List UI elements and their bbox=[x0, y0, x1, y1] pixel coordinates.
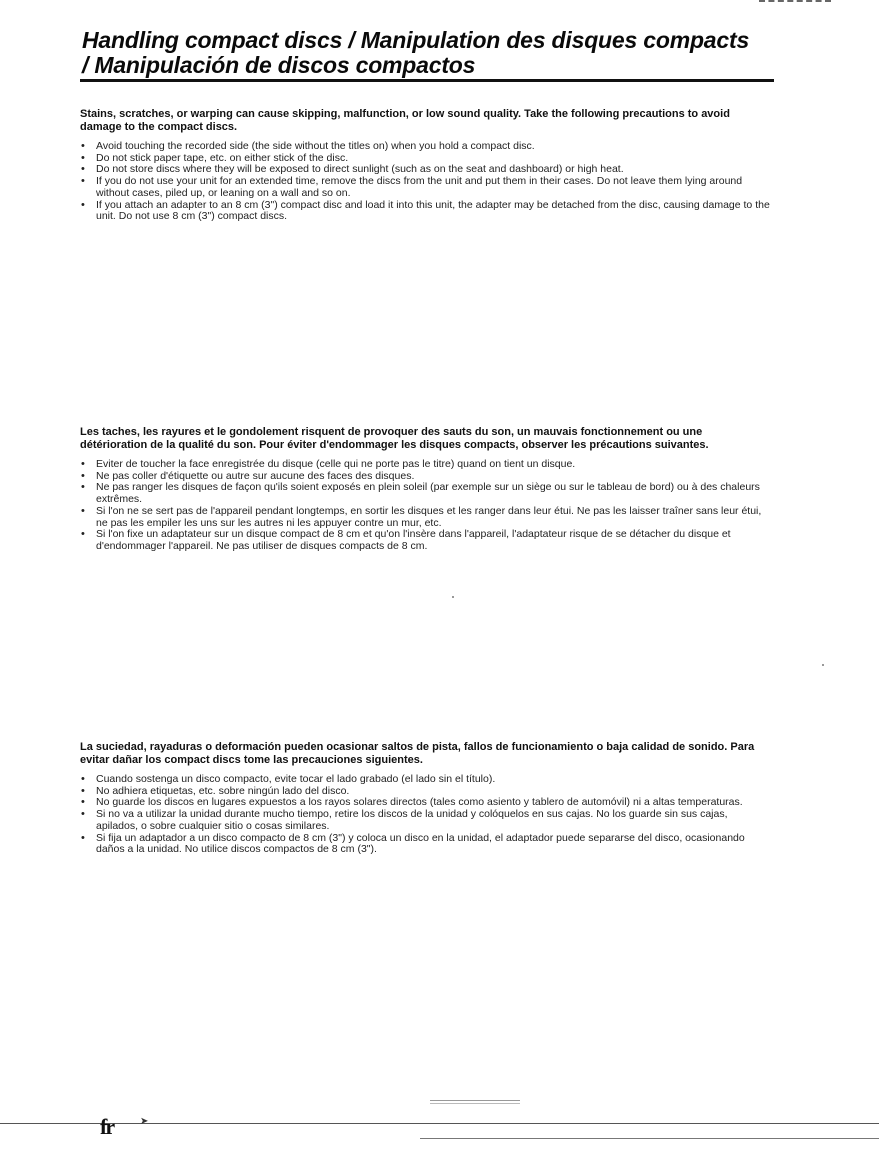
list-item: • No guarde los discos en lugares expuestos a los rayos solares directos (tales como asiento y tablero de automóvil) ni a altas temperaturas. bbox=[80, 797, 770, 809]
precautions-list-french bbox=[80, 459, 770, 553]
list-item: • Si l'on ne se sert pas de l'appareil pendant longtemps, en sortir les disques et les ranger dans leur étui. Ne pas les laisser traîner sans leur étui, ne pas les empiler les uns sur les autres ni les appuyer contre un mur, etc. bbox=[80, 506, 770, 529]
list-item: • Do not store discs where they will be exposed to direct sunlight (such as on the seat and dashboard) or high heat. bbox=[80, 164, 770, 176]
list-item: • Cuando sostenga un disco compacto, evite tocar el lado grabado (el lado sin el título). bbox=[80, 774, 770, 786]
intro-french: Les taches, les rayures et le gondolement risquent de provoquer des sauts du son, un mauvais fonctionnement ou une détérioration de la qualité du son. Pour éviter d'endommager les disques compacts, observer les précautions suivantes. bbox=[80, 426, 709, 451]
intro-english: Stains, scratches, or warping can cause skipping, malfunction, or low sound quality. Take the following precautions to avoid damage to the compact discs. bbox=[80, 108, 730, 133]
list-item: • Ne pas coller d'étiquette ou autre sur aucune des faces des disques. bbox=[80, 471, 770, 483]
scan-speck bbox=[822, 664, 824, 666]
precautions-list-spanish bbox=[80, 774, 770, 856]
list-item: • If you do not use your unit for an extended time, remove the discs from the unit and put them in their cases. Do not leave them lying around without cases, piled up, or leaning on a wall and so on. bbox=[80, 176, 770, 199]
list-item: • Ne pas ranger les disques de façon qu'ils soient exposés en plein soleil (par exemple sur un siège ou sur le tableau de bord) ou à des chaleurs extrêmes. bbox=[80, 482, 770, 505]
precautions-list-english bbox=[80, 141, 770, 223]
top-edge-dashes bbox=[759, 0, 831, 4]
list-item: • Do not stick paper tape, etc. on either stick of the disc. bbox=[80, 153, 770, 165]
list-item: • Eviter de toucher la face enregistrée du disque (celle qui ne porte pas le titre) quand on tient un disque. bbox=[80, 459, 770, 471]
list-item: • If you attach an adapter to an 8 cm (3") compact disc and load it into this unit, the adapter may be detached from the disc, causing damage to the unit. Do not use 8 cm (3") compact discs. bbox=[80, 200, 770, 223]
footer-arrow-icon: ➤ bbox=[140, 1116, 149, 1127]
title-line-2: / Manipulación de discos compactos bbox=[82, 52, 476, 78]
title-rule bbox=[80, 79, 774, 82]
page-title bbox=[82, 28, 782, 78]
section-english bbox=[80, 108, 770, 223]
footer-scan-dash bbox=[430, 1100, 520, 1104]
intro-spanish: La suciedad, rayaduras o deformación pueden ocasionar saltos de pista, fallos de funcionamiento o baja calidad de sonido. Para evitar dañar los compact discs tome las precauciones siguientes. bbox=[80, 741, 755, 766]
title-line-1: Handling compact discs / Manipulation des disques compacts bbox=[82, 27, 750, 53]
list-item: • Si l'on fixe un adaptateur sur un disque compact de 8 cm et qu'on l'insère dans l'appareil, l'adaptateur risque de se détacher du disque et d'endommager l'appareil. Ne pas utiliser de disques compacts de 8 cm. bbox=[80, 529, 770, 552]
section-french bbox=[80, 426, 770, 553]
list-item: • Si fija un adaptador a un disco compacto de 8 cm (3") y coloca un disco en la unidad, el adaptador puede separarse del disco, ocasionando daños a la unidad. No utilice discos compactos de 8 cm (3"). bbox=[80, 833, 770, 856]
scan-speck bbox=[452, 596, 454, 598]
footer-rule-secondary bbox=[420, 1138, 879, 1139]
footer-rule bbox=[0, 1123, 879, 1124]
list-item: • No adhiera etiquetas, etc. sobre ningún lado del disco. bbox=[80, 786, 770, 798]
section-spanish bbox=[80, 741, 770, 856]
footer-page-mark: fr bbox=[100, 1114, 114, 1139]
list-item: • Avoid touching the recorded side (the side without the titles on) when you hold a compact disc. bbox=[80, 141, 770, 153]
list-item: • Si no va a utilizar la unidad durante mucho tiempo, retire los discos de la unidad y colóquelos en sus cajas. No los guarde sin sus cajas, apilados, o sobre cualquier sitio o cosas similares. bbox=[80, 809, 770, 832]
